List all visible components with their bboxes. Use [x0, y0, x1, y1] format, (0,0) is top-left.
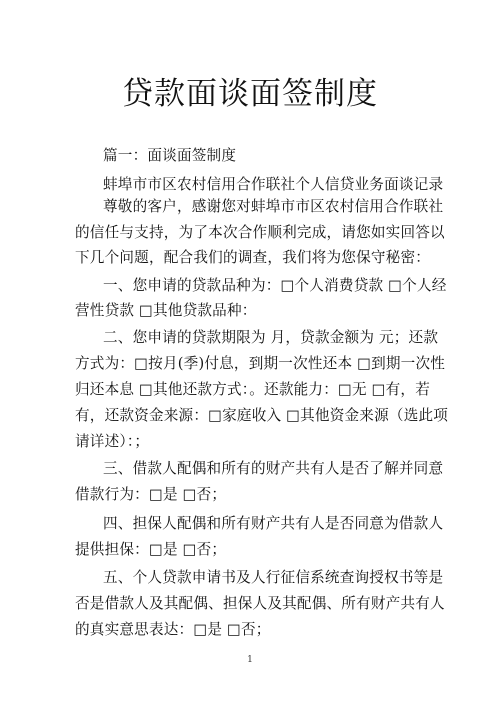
- question-5-line: 的真实意思表达：□是 □否；: [75, 621, 271, 638]
- document-title: 贷款面谈面签制度: [122, 76, 378, 112]
- question-2-line: 二、您申请的贷款期限为 月，贷款金额为 元；还款: [103, 329, 439, 346]
- question-2-line: 有，还款资金来源：□家庭收入 □其他资金来源（选此项: [75, 407, 449, 424]
- question-5-line: 五、个人贷款申请书及人行征信系统查询授权书等是: [103, 569, 444, 586]
- question-1-line: 营性贷款 □其他贷款品种：: [75, 302, 257, 319]
- record-heading: 蚌埠市市区农村信用合作联社个人信贷业务面谈记录: [103, 176, 444, 193]
- question-2-line: 请详述）：；: [75, 433, 150, 450]
- question-3-line: 三、借款人配偶和所有的财产共有人是否了解并同意: [103, 460, 444, 477]
- question-5-line: 否是借款人及其配偶、担保人及其配偶、所有财产共有人: [75, 595, 445, 612]
- text-line: 尊敬的客户，感谢您对蚌埠市市区农村信用合作联社: [103, 198, 444, 215]
- section-heading: 篇一：面谈面签制度: [103, 147, 237, 164]
- question-3-line: 借款行为：□是 □否；: [75, 486, 227, 503]
- text-line: 下几个问题，配合我们的调查，我们将为您保守秘密：: [75, 249, 431, 266]
- question-2-line: 方式为：□按月(季)付息，到期一次性还本 □到期一次性: [75, 355, 446, 372]
- question-4-line: 提供担保：□是 □否；: [75, 541, 227, 558]
- page-number: 1: [247, 655, 253, 665]
- question-1-line: 一、您申请的贷款品种为：□个人消费贷款 □个人经: [103, 277, 447, 294]
- text-line: 的信任与支持，为了本次合作顺利完成，请您如实回答以: [75, 224, 445, 241]
- question-2-line: 归还本息 □其他还款方式：。还款能力：□无 □有，若: [75, 381, 431, 398]
- question-4-line: 四、担保人配偶和所有财产共有人是否同意为借款人: [103, 515, 444, 532]
